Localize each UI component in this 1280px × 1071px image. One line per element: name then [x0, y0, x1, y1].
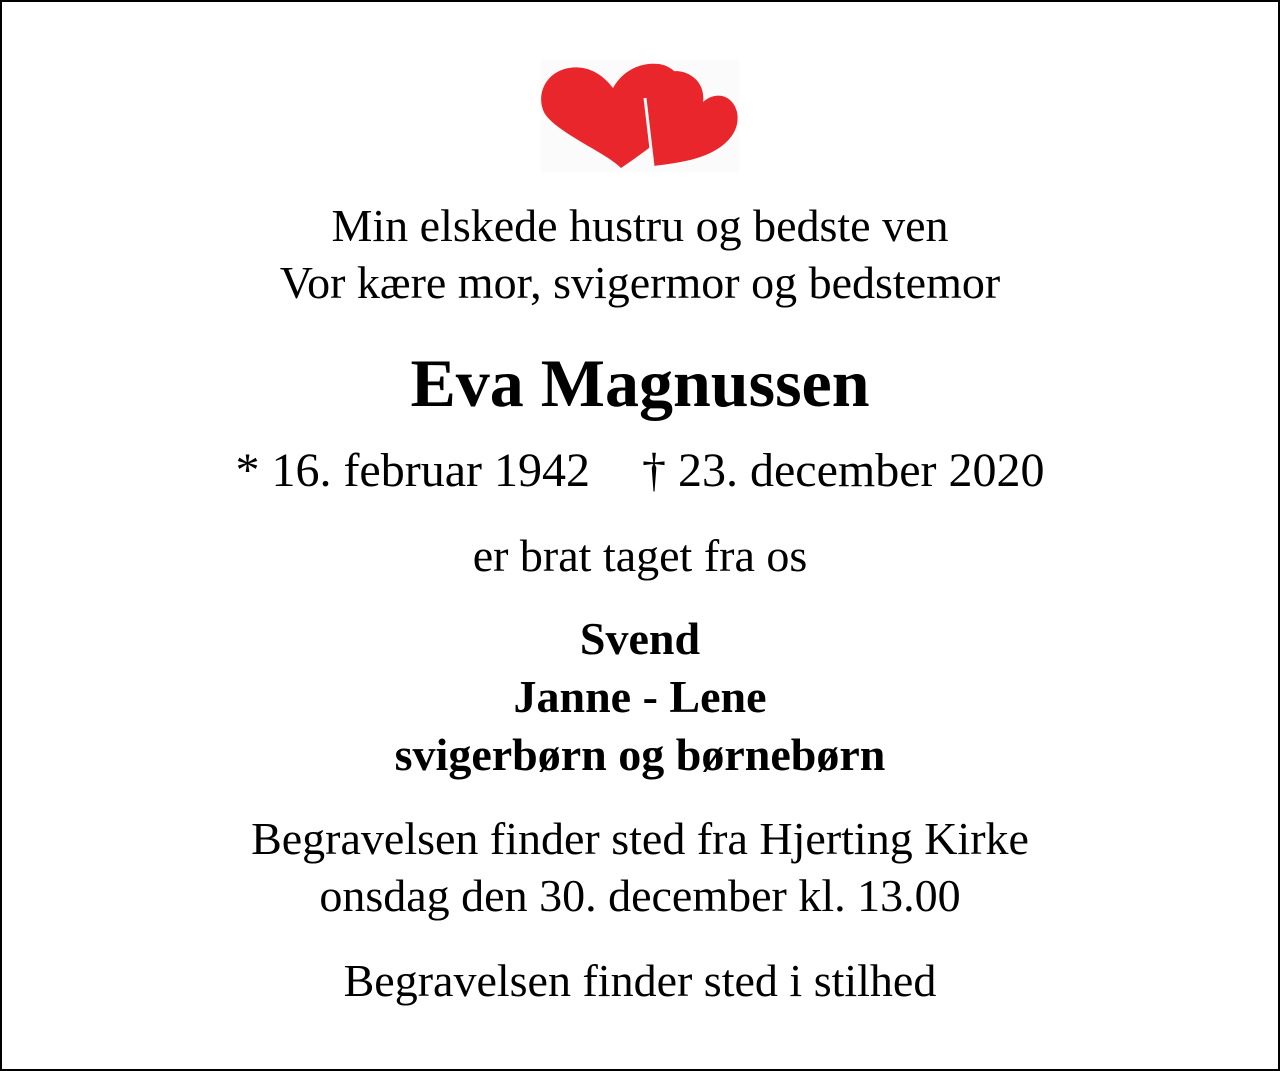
- funeral-line-1: Begravelsen finder sted fra Hjerting Kirke: [251, 813, 1029, 864]
- intro-line-1: Min elskede hustru og bedste ven: [331, 200, 949, 251]
- life-dates: [0, 442, 1280, 500]
- death-date: † 23. december 2020: [642, 444, 1045, 497]
- passing-text: er brat taget fra os: [472, 530, 808, 581]
- family-line-2: Janne - Lene: [513, 671, 767, 722]
- funeral-line-2: onsdag den 30. december kl. 13.00: [319, 870, 961, 921]
- family-line-3: svigerbørn og børnebørn: [394, 729, 886, 780]
- double-heart-icon: [541, 60, 739, 172]
- birth-date: * 16. februar 1942: [235, 444, 590, 497]
- family-line-1: Svend: [579, 613, 701, 664]
- closing-line: Begravelsen finder sted i stilhed: [343, 955, 937, 1006]
- intro-line-2: Vor kære mor, svigermor og bedstemor: [279, 257, 1001, 308]
- deceased-name: Eva Magnussen: [410, 345, 870, 421]
